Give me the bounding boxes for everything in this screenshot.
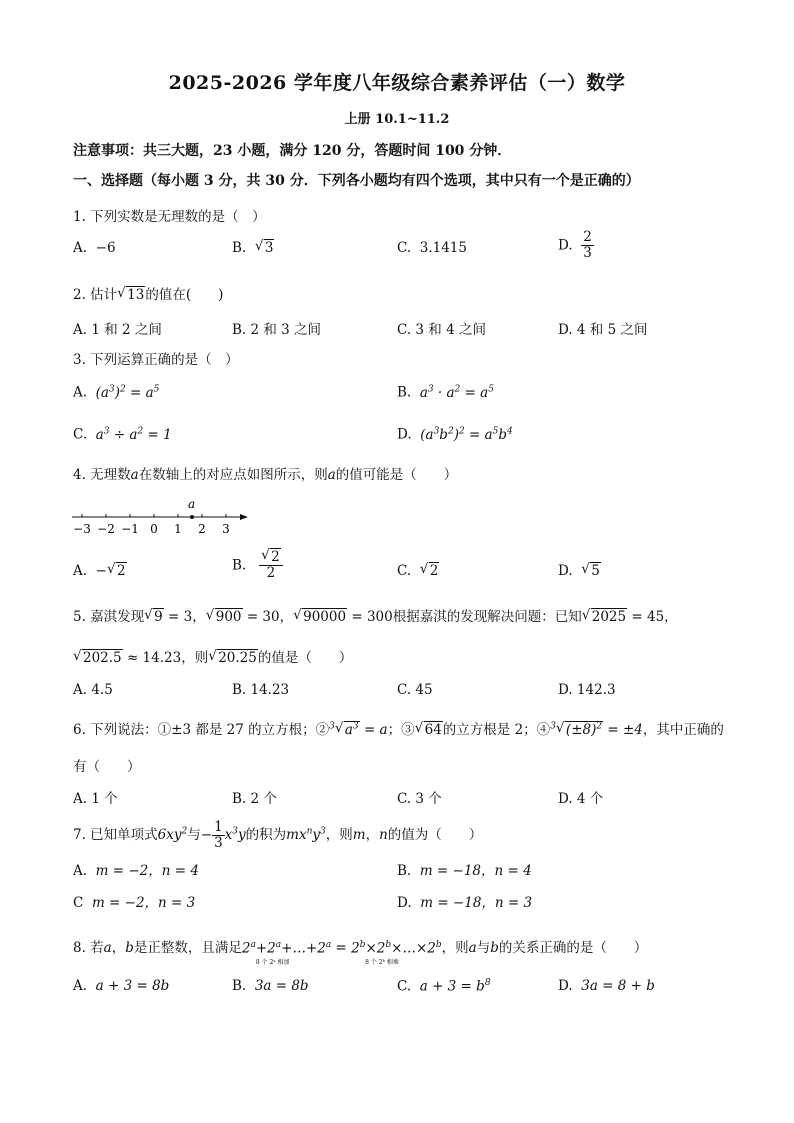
q2-option-d: D. 4 和 5 之间 — [558, 322, 648, 338]
exam-notice: 注意事项：共三大题，23 小题，满分 120 分，答题时间 100 分钟． — [73, 143, 512, 159]
q8-option-b: B. 3a = 8b — [232, 978, 309, 994]
q1-option-c: C. 3.1415 — [397, 240, 467, 256]
page-subtitle: 上册 10.1~11.2 — [344, 112, 450, 127]
number-line-figure — [70, 497, 250, 537]
q5-option-a: A. 4.5 — [73, 682, 113, 698]
tick-label: 0 — [150, 522, 158, 536]
q4-option-d: D. √ 5 — [558, 563, 601, 579]
q1-option-d: D. $\frac{2}{3}$ — [558, 229, 592, 261]
tick-label: 3 — [222, 522, 230, 536]
q1-option-a: A. −6 — [73, 240, 116, 256]
q7-option-b: B. m = −18，n = 4 — [397, 863, 532, 879]
question-5-line-2: √ 202.5 ≈ 14.23，则√ 20.25的值是（ ） — [73, 646, 352, 666]
q2-option-b: B. 2 和 3 之间 — [232, 322, 322, 338]
page-title: 2025-2026 学年度八年级综合素养评估（一）数学 — [168, 72, 626, 94]
q3-option-a: A. $(a^3)^2 = a^5$ — [73, 384, 160, 401]
q4-option-b: B. √ $\frac{2}{2}$ — [232, 550, 283, 581]
question-3-stem: 3. 下列运算正确的是（ ） — [73, 352, 239, 368]
section-heading: 一、选择题（每小题 3 分，共 30 分．下列各小题均有四个选项，其中只有一个是正确的） — [73, 173, 640, 189]
question-6-line-2: 有（ ） — [73, 759, 141, 775]
question-8-stem: 8. 若a，b是正整数，且满足$2^a+2^a+\dots+2^a$ 8 个 2ᵃ 相加 = $2^b\times 2^b\times\dots\times 2^b$ 8 个 2ᵇ 相乘 ，则a与b的关系正确的是（ ） — [73, 939, 648, 966]
q1-option-b: B. √ 3 — [232, 240, 274, 256]
q8-option-a: A. a + 3 = 8b — [73, 978, 170, 994]
q7-option-a: A. m = −2，n = 4 — [73, 863, 199, 879]
q6-option-c: C. 3 个 — [397, 791, 442, 807]
tick-label: 1 — [174, 522, 182, 536]
q6-option-b: B. 2 个 — [232, 791, 277, 807]
number-line-arrow — [240, 514, 248, 520]
question-6-line-1: 6. 下列说法：①±3 都是 27 的立方根；②$^3$√ $a^3 = a$；③√ 64的立方根是 2；④$^3$√ $(\pm 8)^2 = \pm 4$，其中正确的 — [73, 718, 724, 738]
q4-option-c: C. √ 2 — [397, 563, 439, 579]
q2-option-c: C. 3 和 4 之间 — [397, 322, 486, 338]
tick-label: −1 — [121, 522, 139, 536]
q5-option-b: B. 14.23 — [232, 682, 290, 698]
q3-option-d: D. $(a^3b^2)^2 = a^5b^4$ — [397, 426, 513, 443]
point-a-marker — [190, 515, 194, 519]
tick-label: −2 — [97, 522, 115, 536]
question-4-stem: 4. 无理数a在数轴上的对应点如图所示，则a的值可能是（ ） — [73, 467, 458, 483]
question-5-line-1: 5. 嘉淇发现√ 9 = 3，√ 900 = 30，√ 90000 = 300根据嘉淇的发现解决问题：已知√ 2025 = 45， — [73, 605, 678, 625]
question-7-stem: 7. 已知单项式$6xy^2$与− $\frac{1}{3}$ $x^3y$的积为$mx^ny^3$，则m，n的值为（ ） — [73, 819, 483, 851]
tick-label: −3 — [73, 522, 91, 536]
tick-label: 2 — [198, 522, 206, 536]
q3-option-c: C. $a^3 \div a^2 = 1$ — [73, 426, 172, 443]
q6-option-d: D. 4 个 — [558, 791, 604, 807]
q8-option-c: C. $a + 3 = b^8$ — [397, 978, 491, 995]
q7-option-c: C m = −2，n = 3 — [73, 895, 196, 911]
q7-option-d: D. m = −18，n = 3 — [397, 895, 533, 911]
question-2-stem: 2. 估计√ 13的值在( ) — [73, 283, 223, 303]
q6-option-a: A. 1 个 — [73, 791, 118, 807]
q5-option-d: D. 142.3 — [558, 682, 616, 698]
q3-option-b: B. $a^3 \cdot a^2 = a^5$ — [397, 384, 494, 401]
point-a-label: a — [188, 497, 196, 511]
q5-option-c: C. 45 — [397, 682, 433, 698]
q2-option-a: A. 1 和 2 之间 — [73, 322, 162, 338]
q4-option-a: A. −√ 2 — [73, 563, 127, 579]
question-1-stem: 1. 下列实数是无理数的是（ ） — [73, 209, 266, 225]
q8-option-d: D. 3a = 8 + b — [558, 978, 655, 994]
